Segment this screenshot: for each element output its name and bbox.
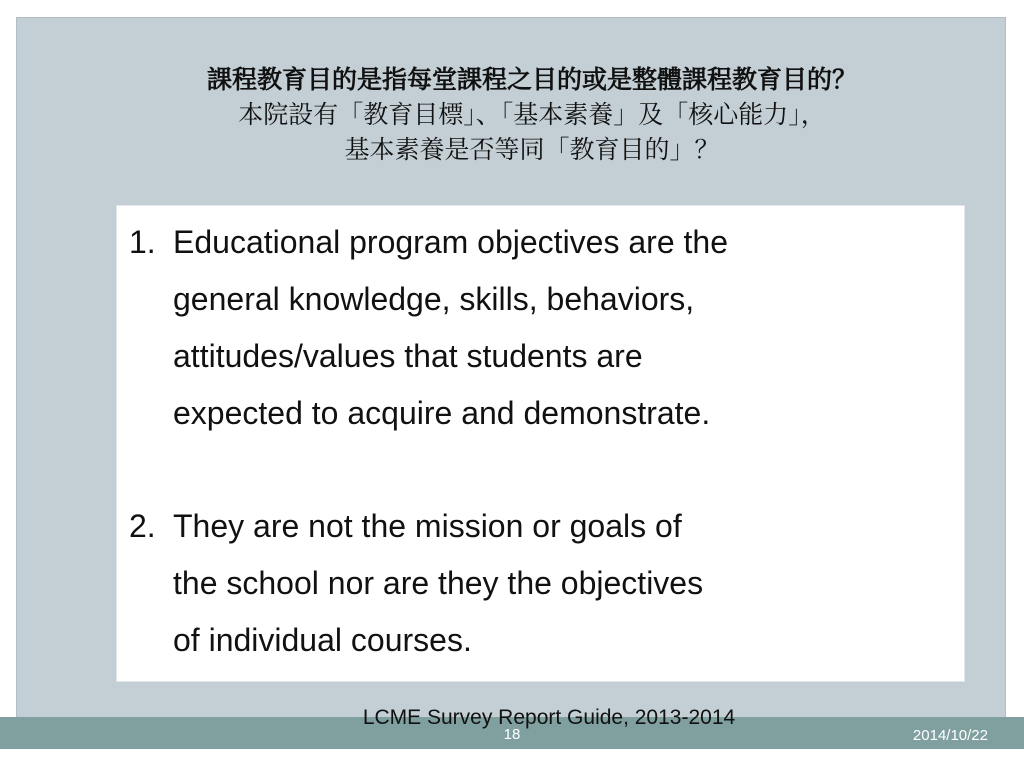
list-item-text (173, 214, 728, 442)
list-item-number: 2. (129, 508, 156, 544)
list-item-line: expected to acquire and demonstrate. (173, 395, 711, 431)
title-line-3: 基本素養是否等同「教育目的」？ (344, 135, 720, 164)
list-item-line: of individual courses. (173, 622, 472, 658)
list-item-line: attitudes/values that students are (173, 338, 643, 374)
title-line-1: 課程教育目的是指每堂課程之目的或是整體課程教育目的？ (206, 65, 857, 94)
content-box (116, 205, 965, 682)
list-item-text (173, 498, 703, 669)
list-item-number: 1. (129, 224, 156, 260)
title-line-2: 本院設有「教育目標」、「基本素養」及「核心能力」， (238, 100, 826, 129)
source-caption: LCME Survey Report Guide, 2013-2014 (362, 706, 736, 729)
list-item-line: Educational program objectives are the (173, 224, 728, 260)
list-item-line: general knowledge, skills, behaviors, (173, 281, 695, 317)
list-item-line: the school nor are they the objectives (173, 565, 704, 601)
list-item-line: They are not the mission or goals of (173, 508, 682, 544)
slide-date: 2014/10/22 (912, 727, 988, 744)
page-number: 18 (503, 726, 521, 743)
slide-title (70, 62, 994, 167)
